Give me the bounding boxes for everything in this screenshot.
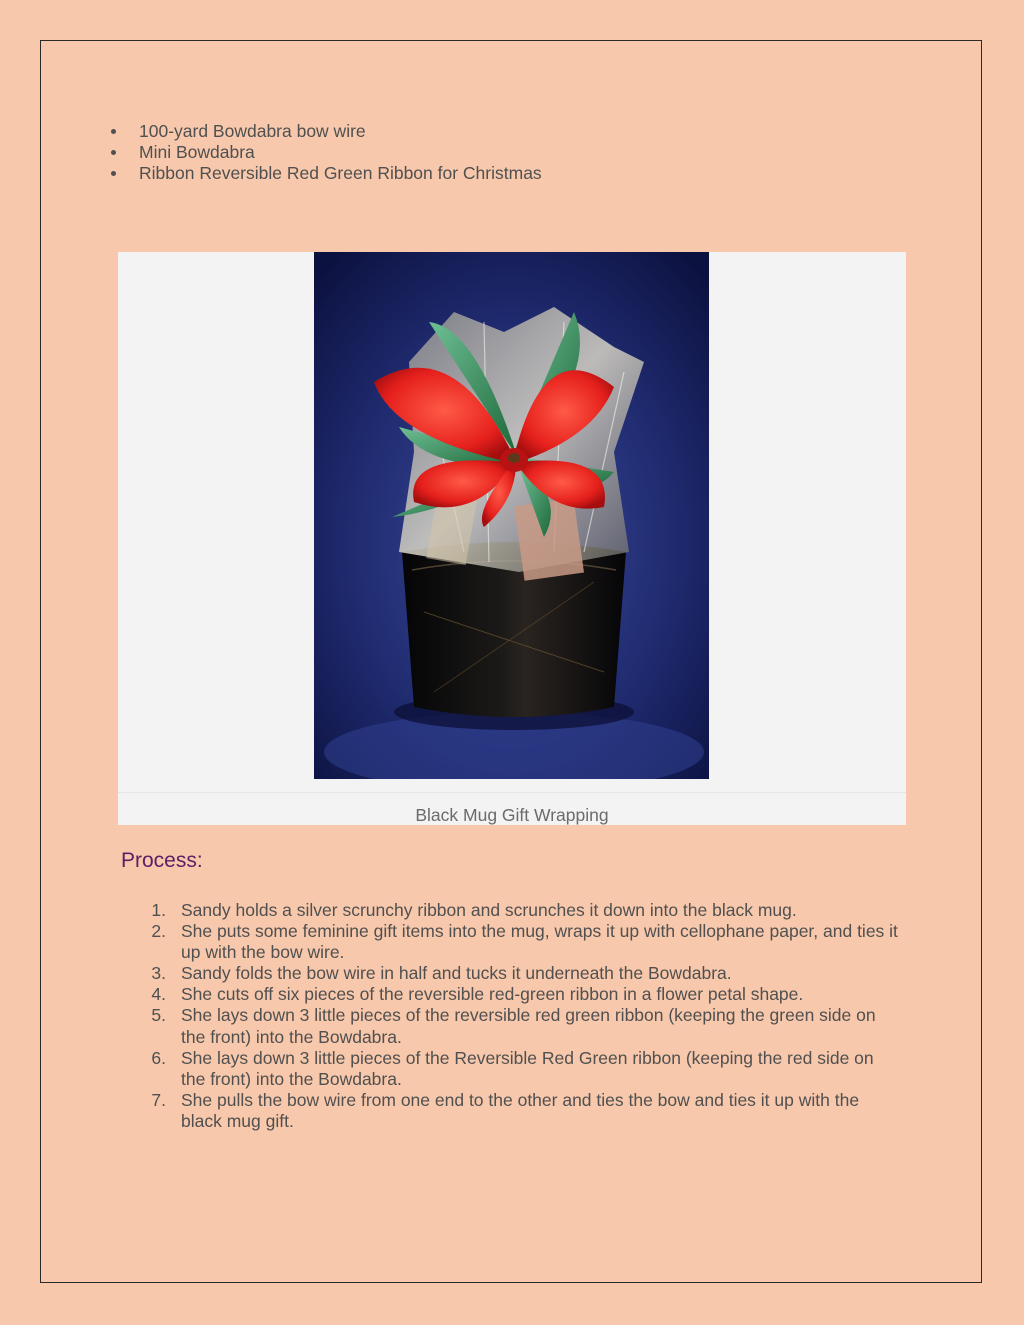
bullet-icon bbox=[111, 171, 116, 176]
step-number: 1. bbox=[151, 900, 166, 920]
list-item-text: Mini Bowdabra bbox=[139, 142, 255, 162]
figure bbox=[118, 252, 906, 825]
list-item bbox=[140, 900, 900, 921]
step-text: Sandy folds the bow wire in half and tucks it underneath the Bowdabra. bbox=[181, 963, 732, 984]
list-item bbox=[140, 963, 900, 984]
list-item bbox=[140, 1048, 900, 1090]
step-number: 7. bbox=[151, 1089, 166, 1110]
step-text: She lays down 3 little pieces of the Reversible Red Green ribbon (keeping the red side on the front) into the Bowdabra. bbox=[181, 1047, 874, 1089]
list-item bbox=[140, 1005, 900, 1047]
caption-divider bbox=[118, 792, 906, 793]
list-item bbox=[140, 921, 900, 963]
list-item-text: Ribbon Reversible Red Green Ribbon for Christmas bbox=[139, 163, 542, 183]
step-number: 3. bbox=[151, 963, 166, 984]
list-item bbox=[108, 163, 542, 184]
list-item bbox=[140, 984, 900, 1005]
gift-mug-photo bbox=[314, 252, 709, 779]
materials-list bbox=[108, 121, 542, 184]
step-number: 2. bbox=[151, 921, 166, 942]
bullet-icon bbox=[111, 150, 116, 155]
step-number: 4. bbox=[151, 984, 166, 1005]
list-item bbox=[108, 121, 542, 142]
step-number: 6. bbox=[151, 1047, 166, 1068]
step-text: She puts some feminine gift items into the mug, wraps it up with cellophane paper, and ties it up with the bow wire. bbox=[181, 921, 898, 963]
figure-caption: Black Mug Gift Wrapping bbox=[415, 805, 609, 825]
list-item-text: 100-yard Bowdabra bow wire bbox=[139, 121, 366, 141]
list-item bbox=[108, 142, 542, 163]
step-text: She lays down 3 little pieces of the reversible red green ribbon (keeping the green side on the front) into the Bowdabra. bbox=[181, 1005, 876, 1047]
step-text: She pulls the bow wire from one end to the other and ties the bow and ties it up with the black mug gift. bbox=[181, 1089, 860, 1131]
process-steps bbox=[140, 900, 900, 1132]
step-text: She cuts off six pieces of the reversible red-green ribbon in a flower petal shape. bbox=[181, 984, 804, 1005]
step-number: 5. bbox=[151, 1005, 166, 1026]
bullet-icon bbox=[111, 129, 116, 134]
list-item bbox=[140, 1090, 900, 1132]
step-text: Sandy holds a silver scrunchy ribbon and scrunches it down into the black mug. bbox=[181, 900, 797, 920]
process-heading: Process: bbox=[121, 849, 203, 872]
